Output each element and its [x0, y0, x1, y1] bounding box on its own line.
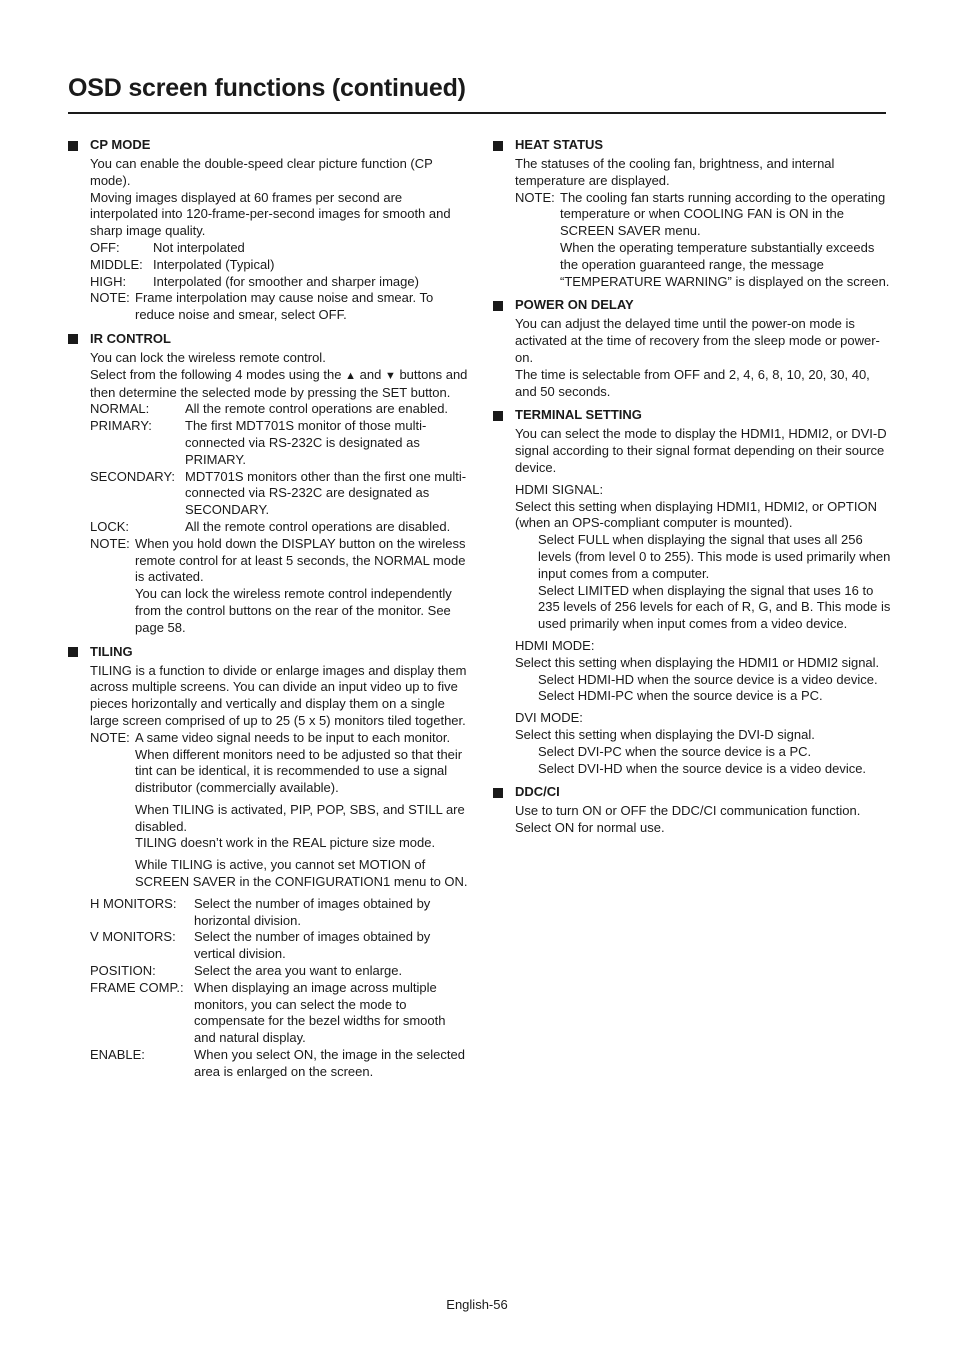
subheading: DVI MODE:: [515, 710, 583, 726]
paragraph: Select this setting when displaying HDMI1, HDMI2, or OPTION (when an OPS-compliant computer is mounted).: [515, 498, 877, 531]
option-row: [90, 469, 468, 519]
section-heading: [493, 784, 893, 801]
heading-text: CP MODE: [90, 137, 151, 153]
option-term: NORMAL:: [90, 401, 150, 417]
option-row: [90, 257, 468, 274]
paragraph: TILING is a function to divide or enlarge images and display them across multiple screens. You can divide an input video up to five pieces horizontally and vertically and display them on a single large screen comprised of up to 25 (5 x 5) monitors tiled together.: [90, 662, 467, 728]
paragraph: Select ON for normal use.: [515, 820, 665, 836]
section-power-on-delay: [493, 297, 893, 400]
heading-text: DDC/CI: [515, 784, 560, 800]
note-label: NOTE:: [515, 189, 555, 205]
note-row: [515, 190, 893, 291]
section-ir-control: [68, 331, 468, 637]
page-number: English-56: [446, 1297, 508, 1312]
option-term: FRAME COMP.:: [90, 979, 184, 995]
note-text: When TILING is activated, PIP, POP, SBS, and STILL are disabled.: [135, 801, 465, 834]
option-desc: Select the number of images obtained by horizontal division.: [194, 895, 431, 928]
option-desc: When you select ON, the image in the selected area is enlarged on the screen.: [194, 1047, 465, 1079]
option-desc: The first MDT701S monitor of those multi-connected via RS-232C is designated as PRIMARY.: [185, 418, 427, 467]
note-text: TILING doesn’t work in the REAL picture size mode.: [135, 835, 436, 851]
paragraph: Moving images displayed at 60 frames per second are interpolated into 120-frame-per-second images for smooth and sharp image quality.: [90, 189, 451, 239]
option-desc: Select the area you want to enlarge.: [194, 963, 403, 979]
option-term: HIGH:: [90, 273, 127, 289]
paragraph: Select HDMI-PC when the source device is a PC.: [538, 688, 823, 704]
paragraph: You can adjust the delayed time until the power-on mode is activated at the time of recovery from the sleep mode or power-on.: [515, 316, 880, 365]
option-desc: Not interpolated: [153, 239, 245, 255]
section-heading: [68, 644, 468, 661]
paragraph: You can lock the wireless remote control.: [90, 349, 326, 365]
heading-text: HEAT STATUS: [515, 137, 604, 153]
option-desc: Interpolated (for smoother and sharper image): [153, 273, 419, 289]
option-term: OFF:: [90, 239, 120, 255]
page-title: OSD screen functions (continued): [68, 74, 466, 102]
section-heat-status: [493, 137, 893, 290]
paragraph-text: Select from the following 4 modes using the: [90, 366, 342, 382]
option-term: POSITION:: [90, 963, 156, 979]
note-label: NOTE:: [90, 729, 130, 745]
square-bullet-icon: [493, 411, 503, 421]
note-row: [90, 730, 468, 891]
left-column: [68, 137, 468, 1088]
paragraph: The time is selectable from OFF and 2, 4, 6, 8, 10, 20, 30, 40, and 50 seconds.: [515, 366, 870, 399]
note-label: NOTE:: [90, 290, 130, 306]
up-arrow-icon: ▲: [345, 369, 356, 382]
heading-text: POWER ON DELAY: [515, 297, 634, 313]
subheading: HDMI SIGNAL:: [515, 481, 604, 497]
heading-text: TILING: [90, 643, 133, 659]
section-heading: [493, 407, 893, 424]
paragraph: Select LIMITED when displaying the signal that uses 16 to 235 levels of 256 levels for each of R, G, and B. This mode is used primarily when input comes from a video device.: [538, 582, 891, 632]
option-row: [90, 519, 468, 536]
note-text: You can lock the wireless remote control independently from the control buttons on the rear of the monitor. See page 58.: [135, 586, 452, 635]
section-terminal-setting: [493, 407, 893, 777]
square-bullet-icon: [493, 141, 503, 151]
heading-text: IR CONTROL: [90, 331, 171, 347]
paragraph: Select DVI-PC when the source device is a PC.: [538, 743, 812, 759]
section-heading: [493, 297, 893, 314]
section-ddc-ci: [493, 784, 893, 837]
paragraph: [90, 367, 468, 402]
down-arrow-icon: ▼: [384, 369, 396, 382]
note-text: A same video signal needs to be input to each monitor. When different monitors need to be adjusted so that their tint can be identical, it is recommended to use a signal distributor (commercially available).: [135, 729, 463, 796]
option-row: [90, 401, 468, 418]
note-row: [90, 290, 468, 324]
paragraph: Select HDMI-HD when the source device is a video device.: [538, 671, 878, 687]
paragraph-text: buttons and then determine the selected mode by pressing the SET button.: [90, 366, 468, 400]
paragraph-text: and: [359, 366, 382, 382]
section-cp-mode: [68, 137, 468, 324]
option-desc: Interpolated (Typical): [153, 256, 275, 272]
option-term: LOCK:: [90, 518, 130, 534]
square-bullet-icon: [68, 141, 78, 151]
title-rule: [68, 112, 886, 114]
option-row: [90, 896, 468, 930]
option-desc: MDT701S monitors other than the first one multi-connected via RS-232C are designated as SECONDARY.: [185, 468, 467, 518]
option-term: V MONITORS:: [90, 929, 176, 945]
note-text: When the operating temperature substantially exceeds the operation guaranteed range, the message “TEMPERATURE WARNING” is displayed on the screen.: [560, 239, 890, 289]
note-label: NOTE:: [90, 535, 130, 551]
note-text: Frame interpolation may cause noise and smear. To reduce noise and smear, select OFF.: [135, 290, 434, 323]
option-row: [90, 929, 468, 963]
subheading: HDMI MODE:: [515, 637, 595, 653]
option-row: [90, 1047, 468, 1081]
note-row: [90, 536, 468, 637]
paragraph: You can select the mode to display the HDMI1, HDMI2, or DVI-D signal according to their signal format depending on their source device.: [515, 426, 887, 475]
section-heading: [68, 331, 468, 348]
option-row: [90, 240, 468, 257]
note-text: When you hold down the DISPLAY button on the wireless remote control for at least 5 seconds, the NORMAL mode is activated.: [135, 535, 466, 585]
square-bullet-icon: [68, 334, 78, 344]
option-row: [90, 418, 468, 468]
option-term: H MONITORS:: [90, 895, 177, 911]
paragraph: Use to turn ON or OFF the DDC/CI communication function.: [515, 803, 861, 819]
option-term: ENABLE:: [90, 1047, 145, 1063]
square-bullet-icon: [493, 788, 503, 798]
paragraph: You can enable the double-speed clear picture function (CP mode).: [90, 156, 433, 188]
right-column: [493, 137, 893, 844]
square-bullet-icon: [68, 647, 78, 657]
option-row: [90, 274, 468, 291]
option-term: MIDDLE:: [90, 256, 143, 272]
paragraph: Select this setting when displaying the HDMI1 or HDMI2 signal.: [515, 654, 880, 670]
paragraph: Select this setting when displaying the DVI-D signal.: [515, 726, 815, 742]
option-term: PRIMARY:: [90, 418, 152, 434]
paragraph: Select FULL when displaying the signal that uses all 256 levels (from level 0 to 255). This mode is used primarily when input comes from a computer.: [538, 532, 891, 581]
heading-text: TERMINAL SETTING: [515, 407, 642, 423]
option-row: [90, 963, 468, 980]
paragraph: Select DVI-HD when the source device is a video device.: [538, 760, 867, 776]
option-term: SECONDARY:: [90, 468, 176, 484]
square-bullet-icon: [493, 301, 503, 311]
section-heading: [493, 137, 893, 154]
option-row: [90, 980, 468, 1047]
option-desc: All the remote control operations are enabled.: [185, 401, 449, 417]
option-desc: Select the number of images obtained by vertical division.: [194, 929, 431, 962]
note-text: The cooling fan starts running according to the operating temperature or when COOLING FAN is ON in the SCREEN SAVER menu.: [560, 189, 886, 239]
section-heading: [68, 137, 468, 154]
section-tiling: [68, 644, 468, 1081]
note-text: While TILING is active, you cannot set MOTION of SCREEN SAVER in the CONFIGURATION1 menu to ON.: [135, 857, 468, 890]
option-desc: All the remote control operations are disabled.: [185, 518, 451, 534]
option-desc: When displaying an image across multiple monitors, you can select the mode to compensate for the bezel widths for smooth and natural display.: [194, 979, 446, 1046]
paragraph: The statuses of the cooling fan, brightness, and internal temperature are displayed.: [515, 156, 835, 188]
